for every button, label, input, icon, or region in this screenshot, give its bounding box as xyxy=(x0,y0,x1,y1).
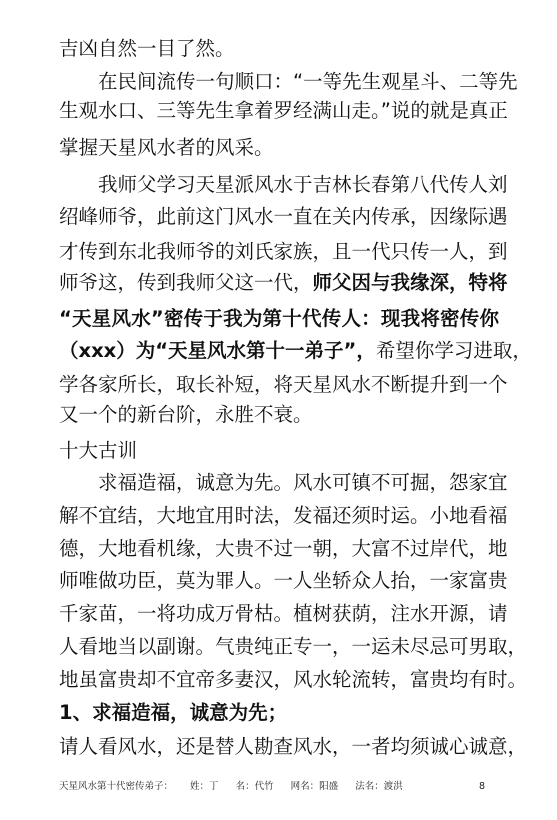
text-line: 又一个的新台阶，永胜不衰。 xyxy=(59,403,313,426)
text-line: 生观水口、三等先生拿着罗经满山走。”说的就是真正 xyxy=(59,99,508,122)
text-line: 师唯做功臣，莫为罪人。一人坐轿众人抬，一家富贵 xyxy=(59,569,508,592)
text-line: “天星风水”密传于我为第十代传人：现我将密传你 xyxy=(59,307,499,330)
text-run: 师父因与我缘深，特将 xyxy=(312,271,508,294)
text-line: 十大古训 xyxy=(59,439,138,462)
text-line: 千家苗，一将功成万骨枯。植树获荫，注水开源，请 xyxy=(59,602,508,625)
text-run: （xxx）为“天星风水第十一弟子”， xyxy=(59,339,376,362)
footer-surname: 姓：丁 xyxy=(190,781,219,792)
text-line: 才传到东北我师爷的刘氏家族，且一代只传一人，到 xyxy=(59,240,508,263)
text-line: 在民间流传一句顺口：“一等先生观星斗、二等先 xyxy=(98,70,518,93)
text-line: 请人看风水，还是替人勘查风水，一者均须诚心诚意， xyxy=(59,735,528,758)
footer-title: 天星风水第十代密传弟子： xyxy=(59,781,174,792)
text-line: 绍峰师爷，此前这门风水一直在关内传承，因缘际遇 xyxy=(59,205,508,228)
page-number: 8 xyxy=(478,781,485,792)
text-line: 掌握天星风水者的风采。 xyxy=(59,136,274,159)
footer-dharma-name: 法名：渡洪 xyxy=(355,781,403,792)
text-line: 人看地当以副谢。气贵纯正专一，一运未尽忌可男取， xyxy=(59,635,528,658)
text-line: 吉凶自然一目了然。 xyxy=(59,37,235,60)
text-line xyxy=(59,338,532,364)
footer-netname: 网名：阳盛 xyxy=(290,781,339,792)
page-footer xyxy=(59,781,499,793)
text-line: 学各家所长，取长补短，将天星风水不断提升到一个 xyxy=(59,373,508,396)
text-line xyxy=(59,270,508,296)
text-line: 解不宜结，大地宜用时法，发福还须时运。小地看福 xyxy=(59,504,508,527)
footer-name: 名：代竹 xyxy=(235,781,274,792)
text-line: 地虽富贵却不宜帝多妻汉，风水轮流转，富贵均有时。 xyxy=(59,668,528,691)
text-line: 德，大地看机缘，大贵不过一朝，大富不过岸代，地 xyxy=(59,537,508,560)
text-run: 希望你学习进取， xyxy=(375,339,532,362)
text-line: 求福造福，诚意为先。风水可镇不可掘，怨家宜 xyxy=(98,471,508,494)
text-line: 1、求福造福，诚意为先； xyxy=(59,701,288,724)
text-line: 我师父学习天星派风水于吉林长春第八代传人刘 xyxy=(98,173,508,196)
text-run: 师爷这，传到我师父这一代， xyxy=(59,271,313,294)
